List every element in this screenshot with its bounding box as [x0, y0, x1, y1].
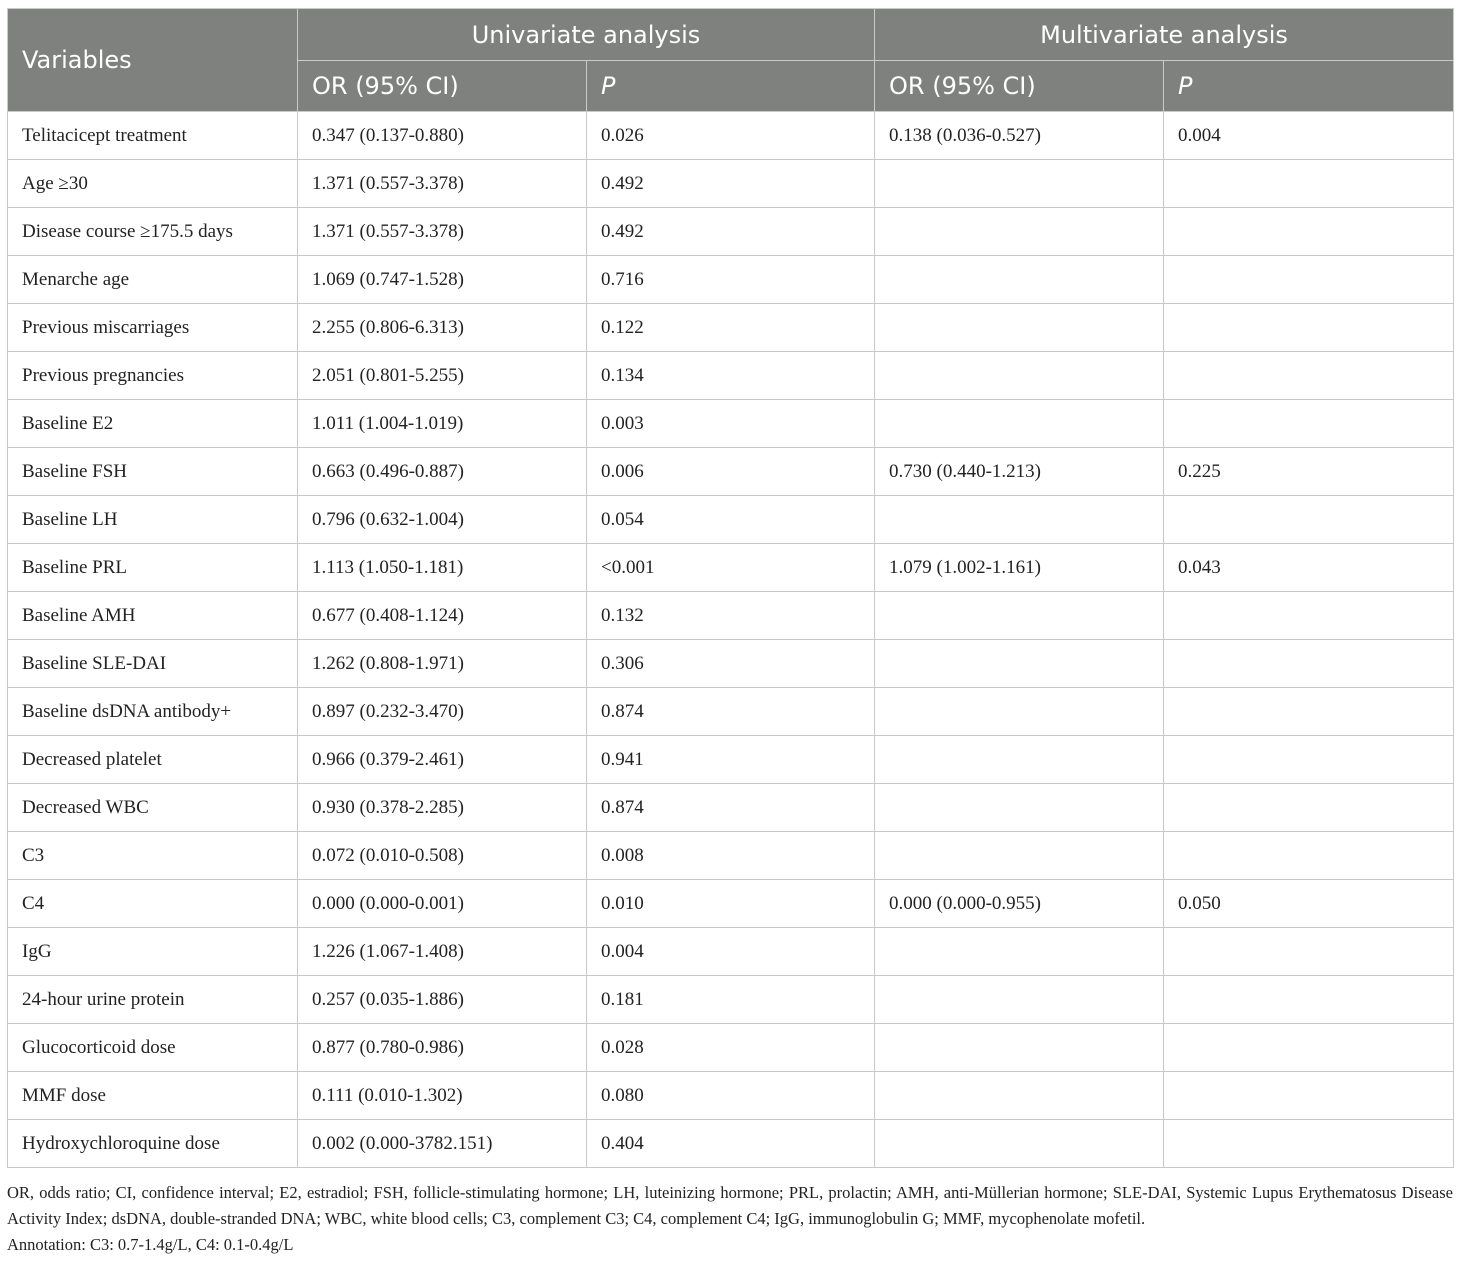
cell-univariate-or: 0.663 (0.496-0.887)	[298, 448, 587, 496]
cell-multivariate-p	[1164, 304, 1454, 352]
table-row	[8, 592, 1454, 640]
cell-variable: Hydroxychloroquine dose	[8, 1120, 298, 1168]
cell-multivariate-p	[1164, 256, 1454, 304]
header-multivariate-p: P	[1164, 61, 1454, 112]
cell-multivariate-or: 1.079 (1.002-1.161)	[875, 544, 1164, 592]
cell-univariate-p: 0.306	[587, 640, 875, 688]
header-multivariate: Multivariate analysis	[875, 9, 1454, 61]
cell-variable: Baseline PRL	[8, 544, 298, 592]
table-footnote	[7, 1180, 1453, 1258]
cell-univariate-p: 0.026	[587, 112, 875, 160]
cell-variable: Previous pregnancies	[8, 352, 298, 400]
cell-multivariate-or	[875, 592, 1164, 640]
regression-table	[7, 8, 1454, 1168]
table-row	[8, 448, 1454, 496]
cell-variable: Baseline AMH	[8, 592, 298, 640]
cell-multivariate-or	[875, 1072, 1164, 1120]
cell-univariate-p: 0.003	[587, 400, 875, 448]
cell-variable: Decreased WBC	[8, 784, 298, 832]
cell-multivariate-p: 0.050	[1164, 880, 1454, 928]
cell-multivariate-p: 0.043	[1164, 544, 1454, 592]
header-multivariate-or: OR (95% CI)	[875, 61, 1164, 112]
cell-multivariate-or	[875, 352, 1164, 400]
table-row	[8, 880, 1454, 928]
cell-multivariate-p	[1164, 352, 1454, 400]
cell-multivariate-or	[875, 496, 1164, 544]
cell-univariate-or: 1.113 (1.050-1.181)	[298, 544, 587, 592]
cell-univariate-p: 0.492	[587, 208, 875, 256]
cell-univariate-or: 2.255 (0.806-6.313)	[298, 304, 587, 352]
cell-univariate-or: 0.677 (0.408-1.124)	[298, 592, 587, 640]
cell-variable: Previous miscarriages	[8, 304, 298, 352]
table-row	[8, 784, 1454, 832]
cell-univariate-p: 0.006	[587, 448, 875, 496]
table-row	[8, 976, 1454, 1024]
cell-multivariate-or	[875, 1024, 1164, 1072]
cell-multivariate-p	[1164, 160, 1454, 208]
footnote-annotation: Annotation: C3: 0.7-1.4g/L, C4: 0.1-0.4g/L	[7, 1235, 294, 1254]
cell-univariate-or: 0.966 (0.379-2.461)	[298, 736, 587, 784]
cell-univariate-p: 0.134	[587, 352, 875, 400]
cell-multivariate-or	[875, 208, 1164, 256]
cell-univariate-p: 0.181	[587, 976, 875, 1024]
cell-multivariate-or: 0.138 (0.036-0.527)	[875, 112, 1164, 160]
cell-multivariate-p	[1164, 1024, 1454, 1072]
cell-multivariate-p	[1164, 496, 1454, 544]
cell-multivariate-or	[875, 640, 1164, 688]
table-row	[8, 160, 1454, 208]
cell-multivariate-or	[875, 928, 1164, 976]
cell-multivariate-p	[1164, 592, 1454, 640]
table-row	[8, 1072, 1454, 1120]
cell-univariate-or: 1.226 (1.067-1.408)	[298, 928, 587, 976]
cell-variable: Baseline LH	[8, 496, 298, 544]
cell-univariate-or: 0.000 (0.000-0.001)	[298, 880, 587, 928]
table-row	[8, 1024, 1454, 1072]
table-row	[8, 208, 1454, 256]
table-row	[8, 400, 1454, 448]
header-univariate: Univariate analysis	[298, 9, 875, 61]
table-row	[8, 304, 1454, 352]
cell-univariate-p: <0.001	[587, 544, 875, 592]
cell-variable: C4	[8, 880, 298, 928]
cell-multivariate-or	[875, 1120, 1164, 1168]
cell-multivariate-or	[875, 160, 1164, 208]
cell-univariate-or: 0.002 (0.000-3782.151)	[298, 1120, 587, 1168]
cell-multivariate-p	[1164, 784, 1454, 832]
cell-univariate-p: 0.080	[587, 1072, 875, 1120]
table-row	[8, 496, 1454, 544]
cell-multivariate-p	[1164, 400, 1454, 448]
cell-variable: Glucocorticoid dose	[8, 1024, 298, 1072]
cell-univariate-p: 0.008	[587, 832, 875, 880]
cell-univariate-or: 1.371 (0.557-3.378)	[298, 208, 587, 256]
cell-variable: Baseline FSH	[8, 448, 298, 496]
table-row	[8, 736, 1454, 784]
cell-univariate-or: 1.069 (0.747-1.528)	[298, 256, 587, 304]
cell-multivariate-p: 0.004	[1164, 112, 1454, 160]
cell-univariate-or: 0.347 (0.137-0.880)	[298, 112, 587, 160]
results-table-container	[7, 8, 1453, 1168]
cell-univariate-p: 0.132	[587, 592, 875, 640]
table-row	[8, 544, 1454, 592]
table-row	[8, 256, 1454, 304]
table-row	[8, 832, 1454, 880]
header-univariate-p: P	[587, 61, 875, 112]
cell-multivariate-p	[1164, 640, 1454, 688]
cell-multivariate-p	[1164, 208, 1454, 256]
cell-multivariate-p	[1164, 1072, 1454, 1120]
cell-univariate-p: 0.028	[587, 1024, 875, 1072]
cell-univariate-p: 0.404	[587, 1120, 875, 1168]
footnote-abbreviations: OR, odds ratio; CI, confidence interval; E2, estradiol; FSH, follicle-stimulating hormone; LH, luteinizing hormone; PRL, prolactin; AMH, anti-Müllerian hormone; SLE-DAI, Systemic Lupus Erythematosus Disease Activity Index; dsDNA, double-stranded DNA; WBC, white blood cells; C3, complement C3; C4, complement C4; IgG, immunoglobulin G; MMF, mycophenolate mofetil.	[7, 1183, 1453, 1228]
cell-multivariate-or	[875, 304, 1164, 352]
cell-univariate-or: 0.111 (0.010-1.302)	[298, 1072, 587, 1120]
cell-multivariate-p	[1164, 976, 1454, 1024]
table-row	[8, 640, 1454, 688]
cell-univariate-or: 1.371 (0.557-3.378)	[298, 160, 587, 208]
cell-multivariate-or	[875, 688, 1164, 736]
cell-variable: IgG	[8, 928, 298, 976]
header-univariate-or: OR (95% CI)	[298, 61, 587, 112]
cell-multivariate-or	[875, 400, 1164, 448]
cell-multivariate-or	[875, 736, 1164, 784]
cell-univariate-p: 0.492	[587, 160, 875, 208]
cell-variable: MMF dose	[8, 1072, 298, 1120]
cell-variable: 24-hour urine protein	[8, 976, 298, 1024]
table-row	[8, 352, 1454, 400]
cell-variable: Age ≥30	[8, 160, 298, 208]
cell-univariate-or: 0.257 (0.035-1.886)	[298, 976, 587, 1024]
cell-variable: Baseline E2	[8, 400, 298, 448]
header-variables: Variables	[8, 9, 298, 112]
cell-univariate-or: 1.262 (0.808-1.971)	[298, 640, 587, 688]
cell-variable: Baseline SLE-DAI	[8, 640, 298, 688]
cell-univariate-p: 0.874	[587, 784, 875, 832]
cell-multivariate-or	[875, 976, 1164, 1024]
cell-multivariate-or	[875, 256, 1164, 304]
table-header	[8, 9, 1454, 112]
cell-variable: C3	[8, 832, 298, 880]
cell-multivariate-p: 0.225	[1164, 448, 1454, 496]
cell-variable: Decreased platelet	[8, 736, 298, 784]
cell-univariate-p: 0.716	[587, 256, 875, 304]
cell-univariate-p: 0.004	[587, 928, 875, 976]
cell-multivariate-p	[1164, 688, 1454, 736]
cell-multivariate-p	[1164, 1120, 1454, 1168]
table-row	[8, 688, 1454, 736]
cell-univariate-p: 0.010	[587, 880, 875, 928]
cell-univariate-p: 0.941	[587, 736, 875, 784]
cell-multivariate-or	[875, 784, 1164, 832]
cell-univariate-or: 2.051 (0.801-5.255)	[298, 352, 587, 400]
table-row	[8, 112, 1454, 160]
cell-multivariate-or	[875, 832, 1164, 880]
cell-multivariate-p	[1164, 736, 1454, 784]
table-body	[8, 112, 1454, 1168]
cell-univariate-or: 0.072 (0.010-0.508)	[298, 832, 587, 880]
cell-univariate-or: 1.011 (1.004-1.019)	[298, 400, 587, 448]
cell-variable: Menarche age	[8, 256, 298, 304]
cell-univariate-or: 0.897 (0.232-3.470)	[298, 688, 587, 736]
cell-multivariate-or: 0.000 (0.000-0.955)	[875, 880, 1164, 928]
cell-univariate-p: 0.054	[587, 496, 875, 544]
cell-variable: Telitacicept treatment	[8, 112, 298, 160]
cell-univariate-or: 0.796 (0.632-1.004)	[298, 496, 587, 544]
cell-univariate-p: 0.122	[587, 304, 875, 352]
table-row	[8, 928, 1454, 976]
cell-variable: Disease course ≥175.5 days	[8, 208, 298, 256]
cell-univariate-or: 0.930 (0.378-2.285)	[298, 784, 587, 832]
cell-multivariate-p	[1164, 928, 1454, 976]
cell-multivariate-p	[1164, 832, 1454, 880]
table-row	[8, 1120, 1454, 1168]
cell-univariate-or: 0.877 (0.780-0.986)	[298, 1024, 587, 1072]
cell-multivariate-or: 0.730 (0.440-1.213)	[875, 448, 1164, 496]
cell-univariate-p: 0.874	[587, 688, 875, 736]
cell-variable: Baseline dsDNA antibody+	[8, 688, 298, 736]
